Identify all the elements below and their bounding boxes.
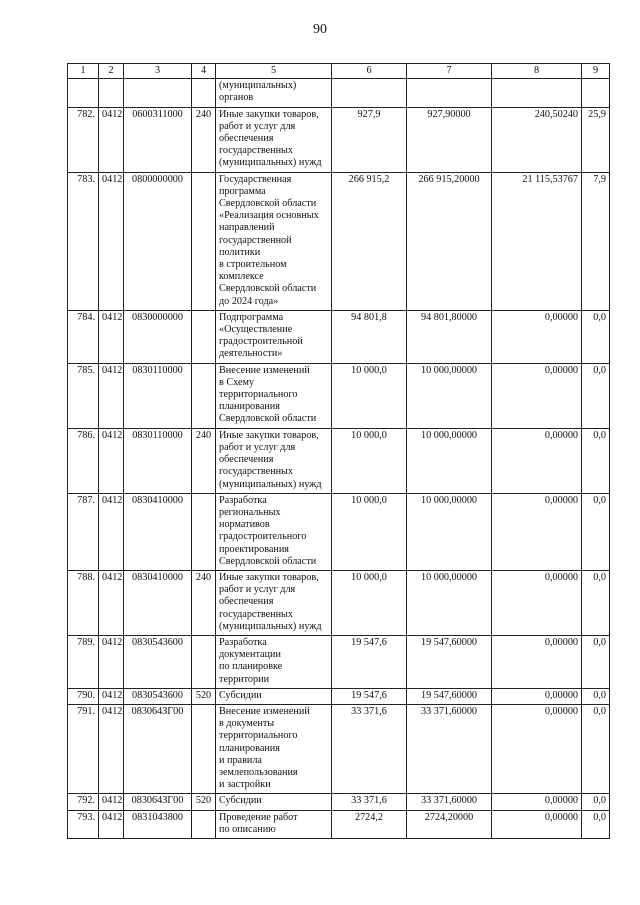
target-article-code-cell: [124, 79, 192, 107]
section-code-cell: 0412: [99, 704, 124, 793]
target-article-code-cell: 0830110000: [124, 428, 192, 493]
expense-type-code-cell: [192, 635, 216, 688]
section-code-cell: 0412: [99, 635, 124, 688]
executed-amount-cell: 0,00000: [492, 704, 582, 793]
row-number-cell: 789.: [68, 635, 99, 688]
table-row: [68, 79, 610, 107]
expense-type-code-cell: [192, 310, 216, 363]
item-name-cell: Субсидии: [216, 688, 332, 704]
item-name-cell: Иные закупки товаров, работ и услуг для обеспечения государственных (муниципальных) нужд: [216, 428, 332, 493]
expense-type-code-cell: [192, 363, 216, 428]
row-number-cell: 790.: [68, 688, 99, 704]
item-name-cell: Иные закупки товаров, работ и услуг для обеспечения государственных (муниципальных) нужд: [216, 570, 332, 635]
target-article-code-cell: 0830000000: [124, 310, 192, 363]
executed-amount-cell: 0,00000: [492, 570, 582, 635]
execution-percent-cell: 0,0: [582, 493, 610, 570]
target-article-code-cell: 0830410000: [124, 570, 192, 635]
table-row: [68, 493, 610, 570]
execution-percent-cell: 25,9: [582, 107, 610, 172]
planned-amount-cell: 10 000,0: [332, 428, 407, 493]
section-code-cell: 0412: [99, 310, 124, 363]
row-number-cell: 784.: [68, 310, 99, 363]
refined-amount-cell: 927,90000: [407, 107, 492, 172]
refined-amount-cell: 94 801,80000: [407, 310, 492, 363]
table-row: [68, 310, 610, 363]
execution-percent-cell: 0,0: [582, 794, 610, 810]
planned-amount-cell: 33 371,6: [332, 704, 407, 793]
executed-amount-cell: 0,00000: [492, 810, 582, 838]
target-article-code-cell: 083064ЗГ00: [124, 794, 192, 810]
row-number-cell: 782.: [68, 107, 99, 172]
item-name-cell: (муниципальных) органов: [216, 79, 332, 107]
executed-amount-cell: 0,00000: [492, 493, 582, 570]
expense-type-code-cell: 520: [192, 688, 216, 704]
column-header: 4: [192, 64, 216, 79]
item-name-cell: Внесение изменений в документы территориального планирования и правила землепользования и застройки: [216, 704, 332, 793]
expense-type-code-cell: [192, 810, 216, 838]
refined-amount-cell: 266 915,20000: [407, 172, 492, 310]
planned-amount-cell: [332, 79, 407, 107]
execution-percent-cell: 0,0: [582, 810, 610, 838]
item-name-cell: Подпрограмма «Осуществление градостроительной деятельности»: [216, 310, 332, 363]
item-name-cell: Иные закупки товаров, работ и услуг для обеспечения государственных (муниципальных) нужд: [216, 107, 332, 172]
executed-amount-cell: 0,00000: [492, 428, 582, 493]
section-code-cell: 0412: [99, 570, 124, 635]
item-name-cell: Внесение изменений в Схему территориального планирования Свердловской области: [216, 363, 332, 428]
column-header: 6: [332, 64, 407, 79]
section-code-cell: 0412: [99, 810, 124, 838]
column-header: 7: [407, 64, 492, 79]
target-article-code-cell: 0830410000: [124, 493, 192, 570]
refined-amount-cell: 10 000,00000: [407, 363, 492, 428]
header-row: [68, 64, 610, 79]
target-article-code-cell: 0800000000: [124, 172, 192, 310]
expense-type-code-cell: [192, 79, 216, 107]
expense-type-code-cell: [192, 493, 216, 570]
item-name-cell: Разработка документации по планировке территории: [216, 635, 332, 688]
row-number-cell: 787.: [68, 493, 99, 570]
refined-amount-cell: 10 000,00000: [407, 570, 492, 635]
executed-amount-cell: 240,50240: [492, 107, 582, 172]
execution-percent-cell: [582, 79, 610, 107]
table-row: [68, 363, 610, 428]
item-name-cell: Разработка региональных нормативов градостроительного проектирования Свердловской области: [216, 493, 332, 570]
refined-amount-cell: 33 371,60000: [407, 794, 492, 810]
target-article-code-cell: 0831043800: [124, 810, 192, 838]
row-number-cell: [68, 79, 99, 107]
table-row: [68, 570, 610, 635]
refined-amount-cell: 19 547,60000: [407, 635, 492, 688]
column-header: 3: [124, 64, 192, 79]
section-code-cell: 0412: [99, 363, 124, 428]
refined-amount-cell: 2724,20000: [407, 810, 492, 838]
execution-percent-cell: 0,0: [582, 310, 610, 363]
executed-amount-cell: 21 115,53767: [492, 172, 582, 310]
target-article-code-cell: 0600311000: [124, 107, 192, 172]
row-number-cell: 792.: [68, 794, 99, 810]
row-number-cell: 791.: [68, 704, 99, 793]
column-header: 5: [216, 64, 332, 79]
section-code-cell: 0412: [99, 688, 124, 704]
section-code-cell: 0412: [99, 172, 124, 310]
execution-percent-cell: 0,0: [582, 363, 610, 428]
planned-amount-cell: 33 371,6: [332, 794, 407, 810]
table-row: [68, 172, 610, 310]
expense-type-code-cell: [192, 172, 216, 310]
execution-percent-cell: 0,0: [582, 688, 610, 704]
section-code-cell: 0412: [99, 794, 124, 810]
row-number-cell: 786.: [68, 428, 99, 493]
execution-percent-cell: 0,0: [582, 635, 610, 688]
section-code-cell: 0412: [99, 428, 124, 493]
budget-table: [67, 63, 610, 839]
table-row: [68, 810, 610, 838]
table-row: [68, 704, 610, 793]
table-row: [68, 794, 610, 810]
planned-amount-cell: 10 000,0: [332, 493, 407, 570]
target-article-code-cell: 083064ЗГ00: [124, 704, 192, 793]
item-name-cell: Субсидии: [216, 794, 332, 810]
row-number-cell: 788.: [68, 570, 99, 635]
section-code-cell: [99, 79, 124, 107]
planned-amount-cell: 266 915,2: [332, 172, 407, 310]
planned-amount-cell: 10 000,0: [332, 363, 407, 428]
execution-percent-cell: 7,9: [582, 172, 610, 310]
row-number-cell: 783.: [68, 172, 99, 310]
target-article-code-cell: 0830543600: [124, 635, 192, 688]
page-number: 90: [313, 22, 327, 37]
table-body: [68, 79, 610, 839]
refined-amount-cell: [407, 79, 492, 107]
row-number-cell: 793.: [68, 810, 99, 838]
planned-amount-cell: 927,9: [332, 107, 407, 172]
executed-amount-cell: 0,00000: [492, 688, 582, 704]
execution-percent-cell: 0,0: [582, 428, 610, 493]
item-name-cell: Проведение работ по описанию: [216, 810, 332, 838]
table-row: [68, 428, 610, 493]
column-header: 8: [492, 64, 582, 79]
expense-type-code-cell: 240: [192, 428, 216, 493]
column-header: 1: [68, 64, 99, 79]
refined-amount-cell: 10 000,00000: [407, 428, 492, 493]
target-article-code-cell: 0830110000: [124, 363, 192, 428]
item-name-cell: Государственная программа Свердловской области «Реализация основных направлений государственной политики в строительном комплексе Свердловской области до 2024 года»: [216, 172, 332, 310]
column-header: 2: [99, 64, 124, 79]
planned-amount-cell: 94 801,8: [332, 310, 407, 363]
section-code-cell: 0412: [99, 493, 124, 570]
planned-amount-cell: 19 547,6: [332, 688, 407, 704]
target-article-code-cell: 0830543600: [124, 688, 192, 704]
expense-type-code-cell: [192, 704, 216, 793]
execution-percent-cell: 0,0: [582, 570, 610, 635]
executed-amount-cell: 0,00000: [492, 363, 582, 428]
row-number-cell: 785.: [68, 363, 99, 428]
planned-amount-cell: 2724,2: [332, 810, 407, 838]
executed-amount-cell: 0,00000: [492, 310, 582, 363]
executed-amount-cell: 0,00000: [492, 794, 582, 810]
execution-percent-cell: 0,0: [582, 704, 610, 793]
expense-type-code-cell: 240: [192, 107, 216, 172]
planned-amount-cell: 10 000,0: [332, 570, 407, 635]
refined-amount-cell: 10 000,00000: [407, 493, 492, 570]
refined-amount-cell: 33 371,60000: [407, 704, 492, 793]
executed-amount-cell: [492, 79, 582, 107]
expense-type-code-cell: 240: [192, 570, 216, 635]
table-row: [68, 688, 610, 704]
table-row: [68, 107, 610, 172]
planned-amount-cell: 19 547,6: [332, 635, 407, 688]
executed-amount-cell: 0,00000: [492, 635, 582, 688]
table-row: [68, 635, 610, 688]
section-code-cell: 0412: [99, 107, 124, 172]
refined-amount-cell: 19 547,60000: [407, 688, 492, 704]
column-header: 9: [582, 64, 610, 79]
expense-type-code-cell: 520: [192, 794, 216, 810]
